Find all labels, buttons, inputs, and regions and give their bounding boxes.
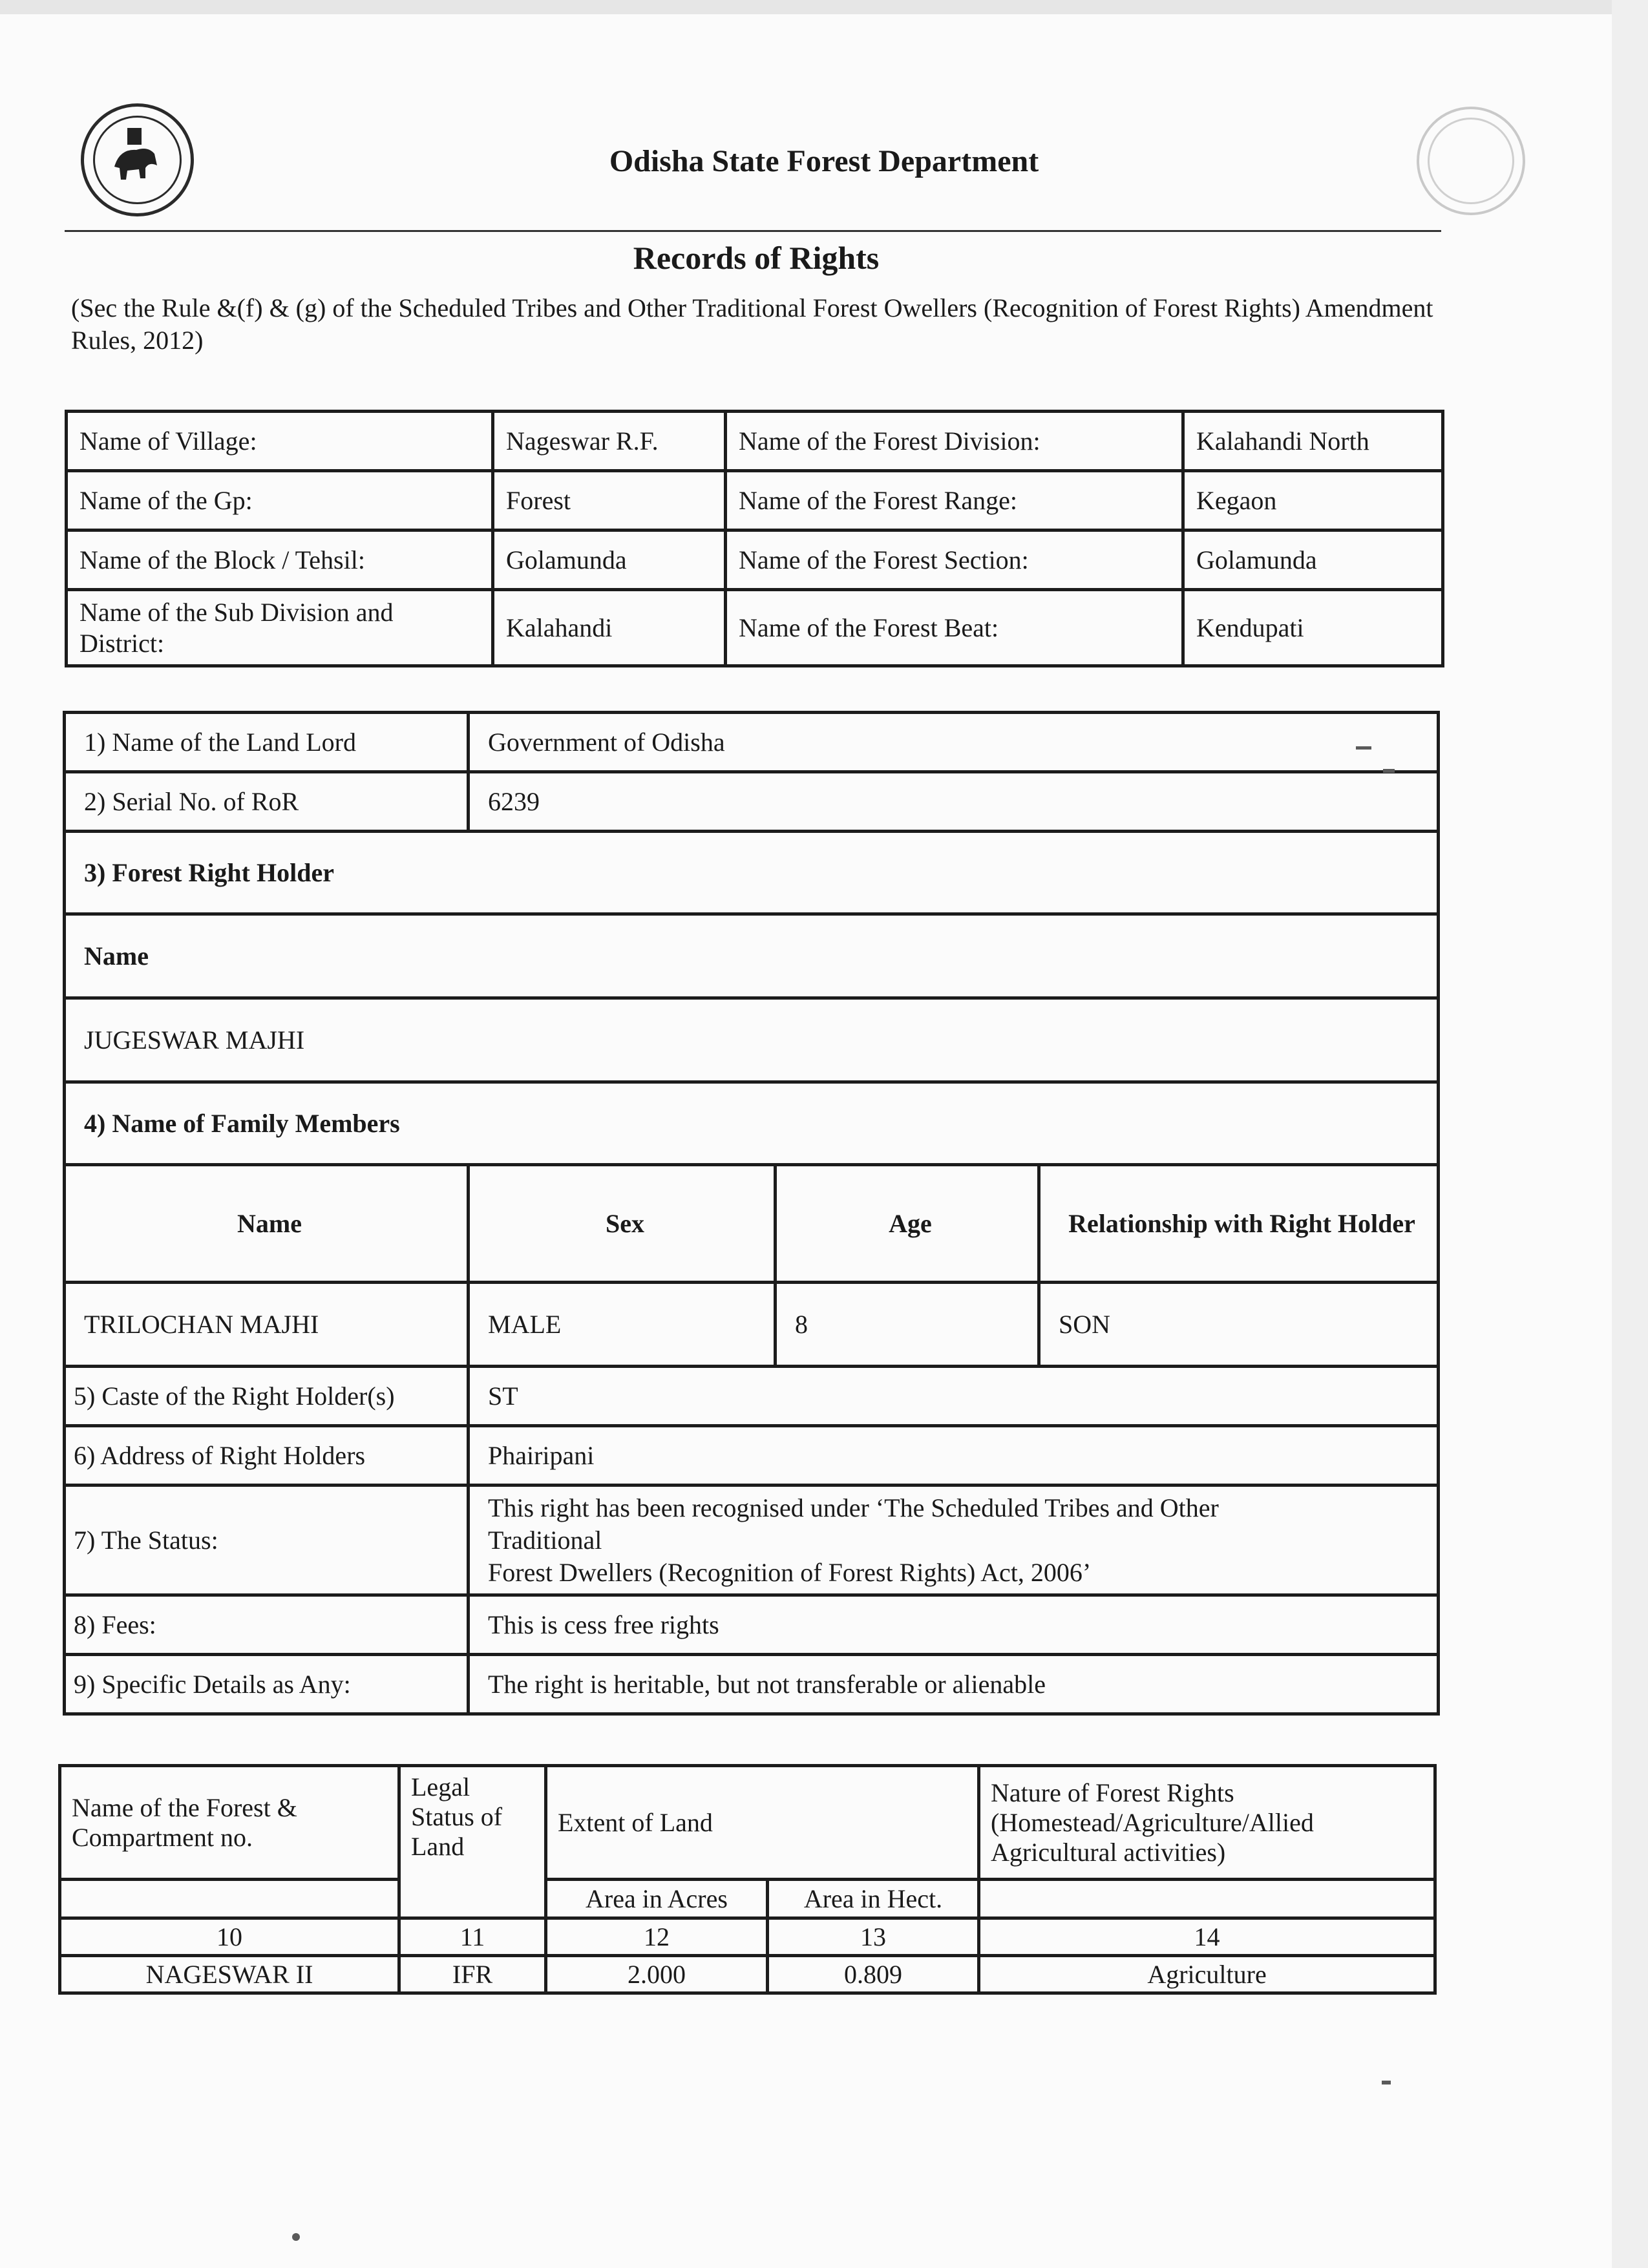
details-label: 9) Specific Details as Any:	[65, 1655, 469, 1714]
division-label: Name of the Forest Division:	[726, 412, 1183, 471]
location-table	[65, 410, 1444, 667]
blank-cell	[60, 1880, 399, 1918]
caste-value: ST	[469, 1367, 1439, 1426]
scan-speck	[1383, 769, 1395, 773]
member-relationship: SON	[1039, 1283, 1439, 1367]
fees-value: This is cess free rights	[469, 1595, 1439, 1655]
blank-cell	[979, 1880, 1435, 1918]
serial-label: 2) Serial No. of RoR	[65, 772, 469, 832]
family-col-age: Age	[776, 1165, 1039, 1283]
scan-speck	[292, 2233, 300, 2241]
status-line: This right has been recognised under ‘The Scheduled Tribes and Other	[488, 1493, 1219, 1522]
section-label: Name of the Forest Section:	[726, 530, 1183, 590]
table-row	[60, 1918, 1435, 1956]
table-row	[65, 772, 1439, 832]
range-value: Kegaon	[1183, 471, 1443, 530]
subdivision-label: Name of the Sub Division and District:	[67, 590, 493, 666]
gp-value: Forest	[493, 471, 726, 530]
table-row	[60, 1956, 1435, 1993]
document-title: Records of Rights	[633, 240, 880, 276]
status-line: Forest Dwellers (Recognition of Forest Rights) Act, 2006’	[488, 1557, 1092, 1587]
col-hect: Area in Hect.	[768, 1880, 979, 1918]
block-value: Golamunda	[493, 530, 726, 590]
table-row	[65, 998, 1439, 1082]
member-name: TRILOCHAN MAJHI	[65, 1283, 469, 1367]
table-row	[65, 1595, 1439, 1655]
subdivision-value: Kalahandi	[493, 590, 726, 666]
table-row	[65, 713, 1439, 772]
forest-name: NAGESWAR II	[60, 1956, 399, 1993]
status-label: 7) The Status:	[65, 1486, 469, 1595]
table-row	[65, 832, 1439, 914]
forest-right-nature: Agriculture	[979, 1956, 1435, 1993]
table-row	[65, 1082, 1439, 1165]
address-label: 6) Address of Right Holders	[65, 1426, 469, 1486]
division-value: Kalahandi North	[1183, 412, 1443, 471]
section-value: Golamunda	[1183, 530, 1443, 590]
col-legal-status: Legal Status of Land	[399, 1766, 546, 1918]
member-sex: MALE	[469, 1283, 776, 1367]
department-title: Odisha State Forest Department	[609, 144, 1039, 178]
scan-border	[1612, 0, 1648, 2268]
area-acres: 2.000	[546, 1956, 768, 1993]
col-forest-compartment: Name of the Forest & Compartment no.	[60, 1766, 399, 1880]
caste-label: 5) Caste of the Right Holder(s)	[65, 1367, 469, 1426]
col-number: 10	[60, 1918, 399, 1956]
table-row	[67, 471, 1443, 530]
table-row	[65, 1426, 1439, 1486]
family-col-name: Name	[65, 1165, 469, 1283]
holder-heading: 3) Forest Right Holder	[65, 832, 1439, 914]
table-row	[60, 1766, 1435, 1880]
landlord-label: 1) Name of the Land Lord	[65, 713, 469, 772]
family-heading: 4) Name of Family Members	[65, 1082, 1439, 1165]
beat-label: Name of the Forest Beat:	[726, 590, 1183, 666]
col-number: 14	[979, 1918, 1435, 1956]
block-label: Name of the Block / Tehsil:	[67, 530, 493, 590]
village-label: Name of Village:	[67, 412, 493, 471]
col-extent: Extent of Land	[546, 1766, 979, 1880]
legal-status: IFR	[399, 1956, 546, 1993]
village-value: Nageswar R.F.	[493, 412, 726, 471]
rule-reference: (Sec the Rule &(f) & (g) of the Scheduled Tribes and Other Traditional Forest Owellers (Recognition of Forest Rights) Amendment Rules, 2012)	[71, 293, 1433, 355]
table-row	[65, 914, 1439, 998]
table-row	[67, 590, 1443, 666]
col-acres: Area in Acres	[546, 1880, 768, 1918]
member-age: 8	[776, 1283, 1039, 1367]
scan-speck	[1356, 746, 1371, 750]
name-heading: Name	[65, 914, 1439, 998]
table-row	[65, 1367, 1439, 1426]
table-row	[67, 530, 1443, 590]
landlord-value: Government of Odisha	[469, 713, 1439, 772]
table-row	[65, 1283, 1439, 1367]
table-row	[65, 1655, 1439, 1714]
col-number: 13	[768, 1918, 979, 1956]
table-row	[65, 1165, 1439, 1283]
col-nature: Nature of Forest Rights (Homestead/Agriculture/Allied Agricultural activities)	[979, 1766, 1435, 1880]
scan-border	[0, 0, 1648, 14]
details-value: The right is heritable, but not transferable or alienable	[469, 1655, 1439, 1714]
table-row	[67, 412, 1443, 471]
table-row	[60, 1880, 1435, 1918]
fees-label: 8) Fees:	[65, 1595, 469, 1655]
family-col-relationship: Relationship with Right Holder	[1039, 1165, 1439, 1283]
address-value: Phairipani	[469, 1426, 1439, 1486]
right-holder-table	[63, 711, 1440, 1716]
status-line: Traditional	[488, 1525, 602, 1555]
holder-name: JUGESWAR MAJHI	[65, 998, 1439, 1082]
scan-speck	[1382, 2081, 1391, 2084]
col-number: 12	[546, 1918, 768, 1956]
status-value	[469, 1486, 1439, 1595]
land-table	[58, 1764, 1437, 1995]
gp-label: Name of the Gp:	[67, 471, 493, 530]
range-label: Name of the Forest Range:	[726, 471, 1183, 530]
area-hect: 0.809	[768, 1956, 979, 1993]
col-number: 11	[399, 1918, 546, 1956]
serial-value: 6239	[469, 772, 1439, 832]
table-row	[65, 1486, 1439, 1595]
header-divider	[65, 230, 1441, 232]
beat-value: Kendupati	[1183, 590, 1443, 666]
family-col-sex: Sex	[469, 1165, 776, 1283]
